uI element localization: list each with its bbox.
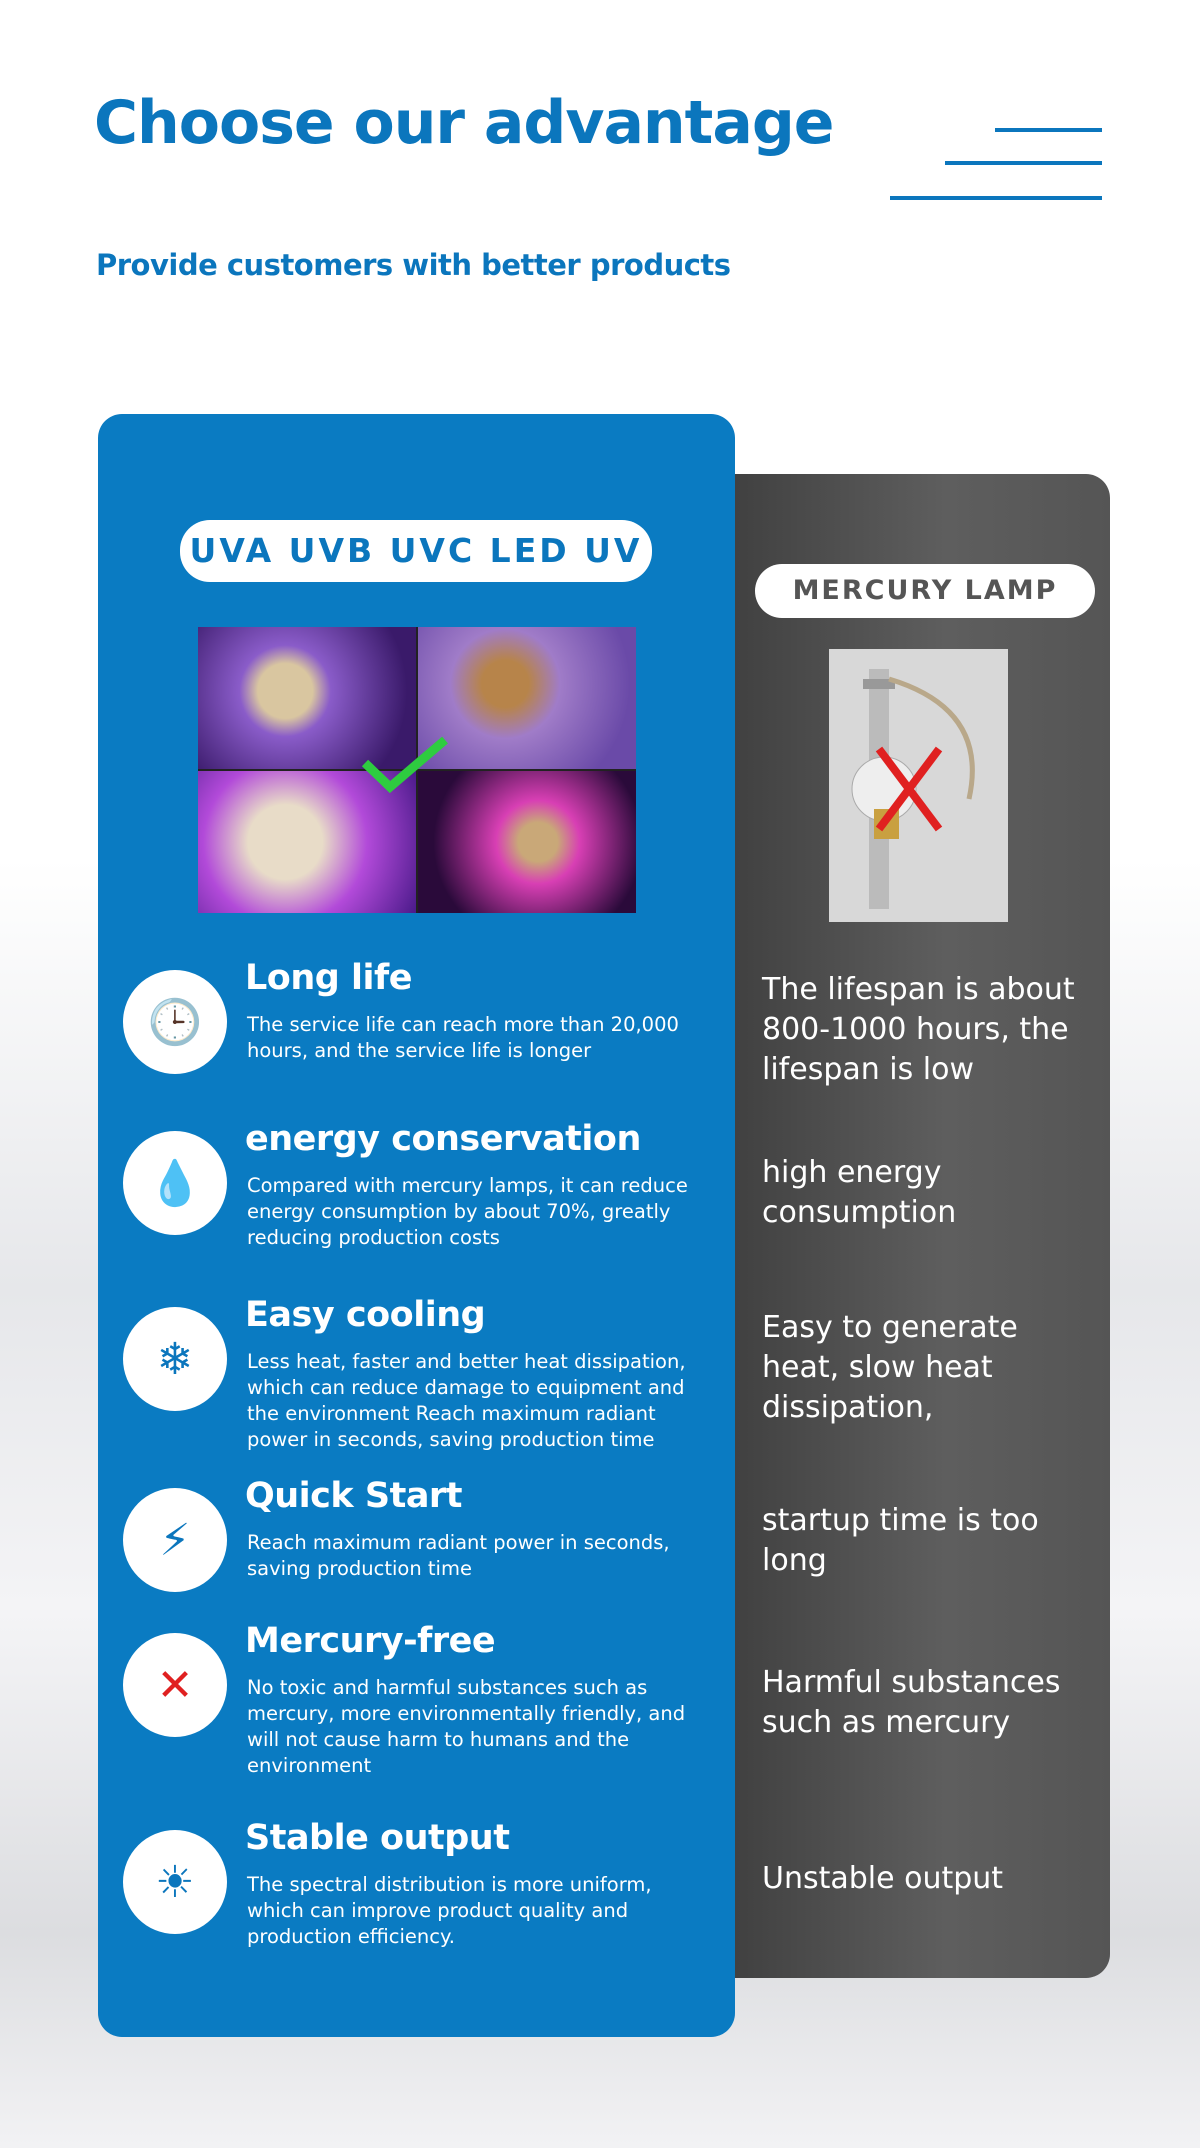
decor-line — [945, 161, 1102, 165]
mercury-point: Unstable output — [762, 1861, 1004, 1896]
feature-title: energy conservation — [245, 1119, 641, 1159]
page-subtitle: Provide customers with better products — [96, 248, 731, 282]
mercury-point: The lifespan is about 800-1000 hours, the lifespan is low — [762, 972, 1075, 1087]
mercury-lamp-image — [829, 649, 1008, 922]
cross-icon: ✕ — [123, 1633, 227, 1737]
feature-description: The spectral distribution is more uniform, which can improve product quality and production efficiency. — [247, 1873, 652, 1948]
mercury-point: Harmful substances such as mercury — [762, 1665, 1061, 1740]
snowflake-icon: ❄ — [123, 1307, 227, 1411]
uv-light-icon: ☀ — [123, 1830, 227, 1934]
feature-title: Quick Start — [245, 1476, 462, 1516]
lightning-icon: ⚡ — [123, 1488, 227, 1592]
feature-title: Easy cooling — [245, 1295, 486, 1335]
feature-description: Less heat, faster and better heat dissipation, which can reduce damage to equipment and the environment Reach maximum radiant power in seconds, saving production time — [247, 1350, 686, 1451]
feature-description: Compared with mercury lamps, it can reduce energy consumption by about 70%, greatly reducing production costs — [247, 1174, 688, 1249]
decor-line — [995, 128, 1102, 132]
feature-title: Mercury-free — [245, 1621, 496, 1661]
feature-description: Reach maximum radiant power in seconds, saving production time — [247, 1531, 670, 1580]
decor-line — [890, 196, 1102, 200]
mercury-point: startup time is too long — [762, 1503, 1039, 1578]
clock-icon: 🕒 — [123, 970, 227, 1074]
mercury-point: high energy consumption — [762, 1155, 957, 1230]
page-title: Choose our advantage — [94, 88, 834, 158]
feature-description: The service life can reach more than 20,000 hours, and the service life is longer — [247, 1013, 679, 1062]
feature-title: Long life — [245, 958, 412, 998]
check-icon — [360, 735, 450, 795]
feature-title: Stable output — [245, 1818, 510, 1858]
led-label: UVA UVB UVC LED UV — [180, 520, 652, 582]
feature-description: No toxic and harmful substances such as mercury, more environmentally friendly, and will not cause harm to humans and the environment — [247, 1676, 686, 1777]
mercury-label: MERCURY LAMP — [755, 564, 1095, 618]
water-drop-bolt-icon: 💧 — [123, 1131, 227, 1235]
mercury-point: Easy to generate heat, slow heat dissipation, — [762, 1310, 1018, 1425]
